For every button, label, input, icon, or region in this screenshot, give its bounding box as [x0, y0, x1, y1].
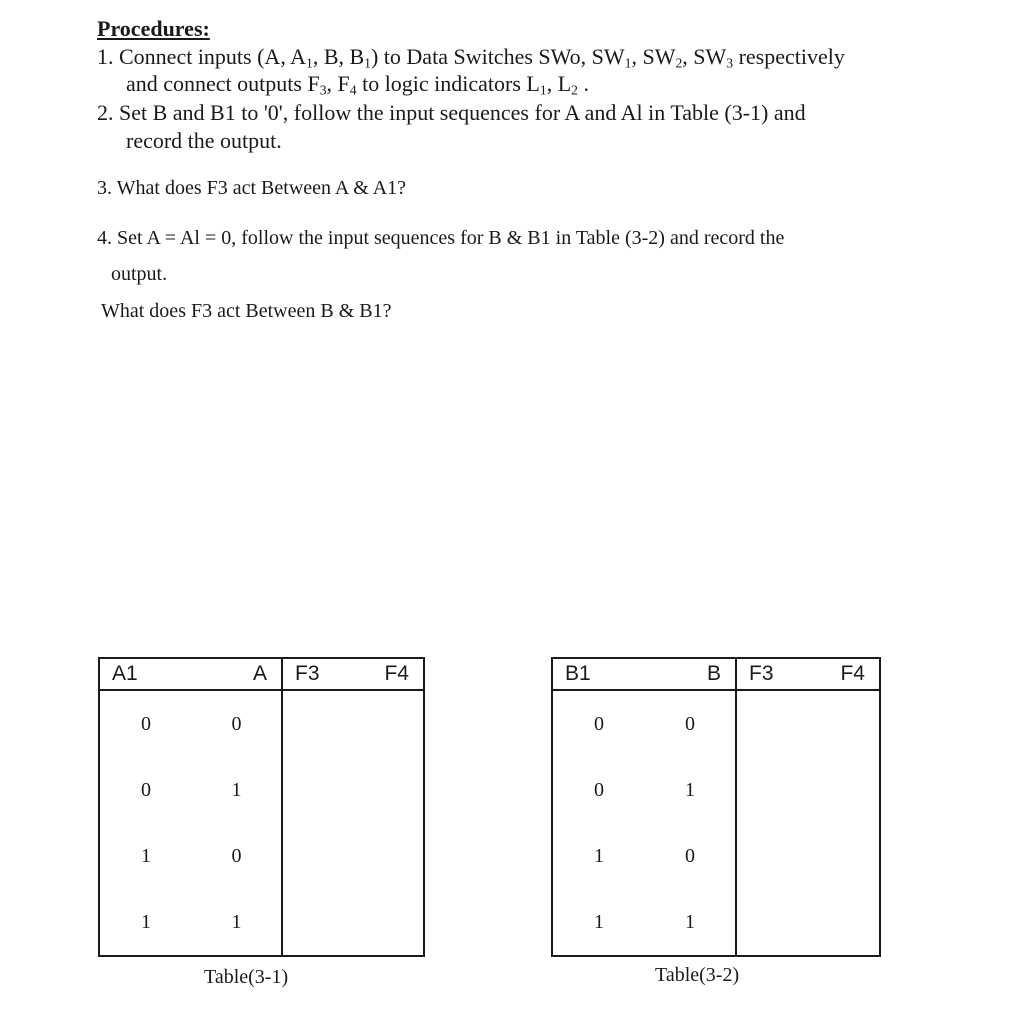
cell-f4: [829, 690, 880, 757]
cell-f3: [736, 823, 829, 889]
table-3-2-caption: Table(3-2): [655, 964, 740, 986]
table-row: [552, 690, 880, 757]
cell-f4: [829, 757, 880, 823]
cell-b: 1: [685, 778, 695, 801]
procedures-heading: Procedures:: [97, 16, 210, 41]
cell-b: 0: [685, 844, 695, 867]
table-header-row: [99, 658, 424, 690]
step-2-line-1: 2. Set B and B1 to '0', follow the input sequences for A and Al in Table (3-1) and: [97, 100, 806, 125]
cell-a1: 1: [141, 844, 151, 867]
table-row: [99, 823, 424, 889]
header-b: B: [645, 658, 736, 690]
cell-b: 0: [685, 712, 695, 735]
table-row: [99, 889, 424, 956]
step-1-line-2: and connect outputs $F_3$, $F_4$ to logic indicators $L_1$, $L_2$ .: [126, 71, 589, 98]
cell-f3: [736, 757, 829, 823]
cell-f4: [829, 823, 880, 889]
header-f3: F3: [736, 658, 829, 690]
cell-b1: 1: [594, 910, 604, 933]
cell-f4: [829, 889, 880, 956]
cell-f4: [373, 690, 424, 757]
cell-a1: 1: [141, 910, 151, 933]
cell-a1: 0: [141, 712, 151, 735]
cell-f4: [373, 757, 424, 823]
step-5: What does F3 act Between B & B1?: [101, 300, 392, 322]
table-3-1-caption: Table(3-1): [204, 966, 289, 988]
cell-f3: [282, 757, 373, 823]
truth-table-3-1: [98, 657, 425, 957]
header-f4: F4: [373, 658, 424, 690]
header-f3: F3: [282, 658, 373, 690]
cell-a: 1: [231, 778, 242, 801]
table-row: [99, 757, 424, 823]
cell-b1: 0: [594, 778, 604, 801]
cell-f3: [736, 889, 829, 956]
step-2-line-2: record the output.: [126, 128, 282, 153]
table-row: [552, 889, 880, 956]
header-a1: A1: [99, 658, 192, 690]
header-f4: F4: [829, 658, 880, 690]
step-4-line-2: output.: [111, 263, 168, 285]
cell-b: 1: [685, 910, 695, 933]
table-row: [552, 823, 880, 889]
table-row: [552, 757, 880, 823]
cell-f4: [373, 823, 424, 889]
header-b1: B1: [552, 658, 645, 690]
step-3: 3. What does F3 act Between A & A1?: [97, 177, 407, 199]
table-row: [99, 690, 424, 757]
header-a: A: [192, 658, 282, 690]
cell-a1: 0: [141, 778, 151, 801]
truth-table-3-2: [551, 657, 881, 957]
cell-f3: [282, 823, 373, 889]
cell-b1: 0: [594, 712, 604, 735]
cell-f3: [282, 690, 373, 757]
step-4-line-1: 4. Set A = Al = 0, follow the input sequences for B & B1 in Table (3-2) and record the: [97, 227, 785, 249]
cell-b1: 1: [594, 844, 604, 867]
cell-f4: [373, 889, 424, 956]
cell-a: 1: [231, 910, 242, 933]
cell-a: 0: [231, 844, 242, 867]
cell-a: 0: [231, 712, 242, 735]
step-1-line-1: 1. Connect inputs (A, $A_1$, B, $B_1$) to Data Switches SWo, $SW_1$, $SW_2$, $SW_3$ respectively: [97, 44, 845, 71]
cell-f3: [736, 690, 829, 757]
table-header-row: [552, 658, 880, 690]
cell-f3: [282, 889, 373, 956]
